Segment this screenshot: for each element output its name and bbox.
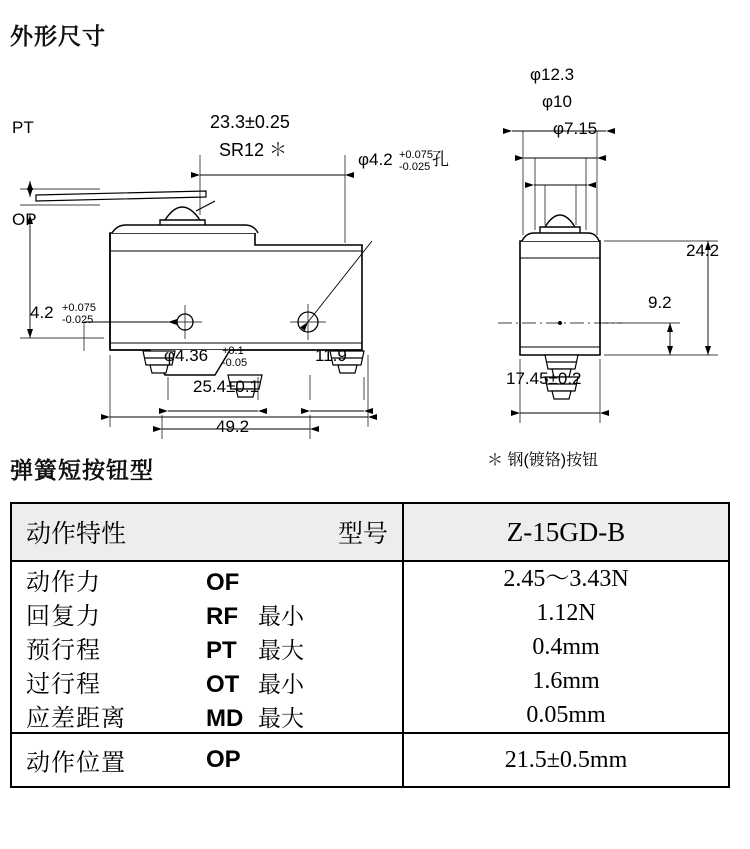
label-hole: φ4.2: [358, 150, 393, 169]
spec-qualifier: 最大: [258, 637, 304, 663]
spec-abbr: PT: [206, 637, 237, 664]
spec-value: 1.12N: [536, 600, 596, 626]
table-header-row: [11, 503, 729, 561]
label-left-hole-tol-dn: -0.025: [62, 314, 94, 326]
spec-qualifier: 最小: [258, 603, 304, 629]
spec-abbr: RF: [206, 603, 238, 630]
label-hole-tol-up: +0.075: [399, 149, 433, 161]
label-terminal-hole: φ4.36: [164, 346, 209, 365]
label-left-hole: 4.2: [30, 303, 54, 322]
label-overall-width: 49.2: [216, 417, 250, 436]
characteristics-cell: [11, 561, 403, 733]
label-terminal-tol-dn: -0.05: [222, 357, 248, 369]
footnote-button-material: ＊ 钢(镀铬)按钮: [487, 452, 599, 469]
header-characteristic-cell: [11, 503, 403, 561]
table-body-row: [11, 561, 729, 733]
spec-value: 0.4mm: [532, 634, 600, 660]
spec-qualifier: 最小: [258, 671, 304, 697]
header-model-value: Z-15GD-B: [403, 503, 729, 561]
label-height-24-2: 24.2: [686, 241, 720, 260]
spec-value: 2.45～3.43N: [503, 566, 629, 592]
label-terminal-tol-up: +0.1: [222, 345, 244, 357]
table-row-operating-position: [11, 733, 729, 787]
label-pitch-small: 11.9: [315, 346, 347, 365]
spec-name: 预行程: [26, 637, 101, 664]
label-left-hole-tol-up: +0.075: [62, 302, 96, 314]
label-height-9-2: 9.2: [648, 293, 672, 312]
label-pitch: 25.4±0.1: [193, 377, 260, 396]
label-diameter-10: φ10: [542, 92, 572, 111]
header-characteristic-label: 动作特性: [26, 520, 127, 548]
drawing-svg: [0, 55, 750, 445]
specifications-table: [10, 502, 730, 788]
spec-value: 1.6mm: [532, 668, 600, 694]
label-hole-suffix: 孔: [432, 150, 449, 169]
spec-name: 动作力: [26, 569, 101, 596]
table-row: [12, 630, 402, 664]
table-row: [12, 562, 402, 596]
spec-name: 应差距离: [26, 705, 126, 732]
label-sr12: SR12 ＊: [219, 140, 288, 160]
spec-value: 21.5±0.5mm: [403, 733, 729, 787]
spec-abbr: OT: [206, 671, 240, 698]
label-base-width: 17.45±0.2: [506, 369, 582, 388]
dimension-drawing: [0, 55, 750, 469]
label-pt: PT: [12, 118, 34, 137]
label-op: OP: [12, 210, 37, 229]
spec-qualifier: 最大: [258, 705, 304, 731]
spec-name: 动作位置: [26, 749, 126, 777]
section-title-spring-short-button: 弹簧短按钮型: [10, 457, 154, 483]
spec-value: 0.05mm: [526, 702, 606, 728]
spec-abbr: MD: [206, 705, 244, 732]
values-cell: [403, 561, 729, 733]
label-top-width: 23.3±0.25: [210, 112, 290, 132]
operating-position-cell: [11, 733, 403, 787]
spec-abbr: OF: [206, 569, 240, 596]
label-diameter-7-15: φ7.15: [553, 119, 598, 138]
label-diameter-12-3: φ12.3: [530, 65, 575, 84]
table-row: [12, 596, 402, 630]
spec-name: 过行程: [26, 671, 101, 698]
header-model-label: 型号: [337, 520, 388, 548]
page-title-dimensions: 外形尺寸: [10, 23, 106, 49]
table-row: [12, 698, 402, 732]
spec-name: 回复力: [26, 603, 101, 630]
spec-abbr: OP: [206, 746, 241, 773]
table-row: [12, 664, 402, 698]
label-hole-tol-dn: -0.025: [399, 161, 431, 173]
